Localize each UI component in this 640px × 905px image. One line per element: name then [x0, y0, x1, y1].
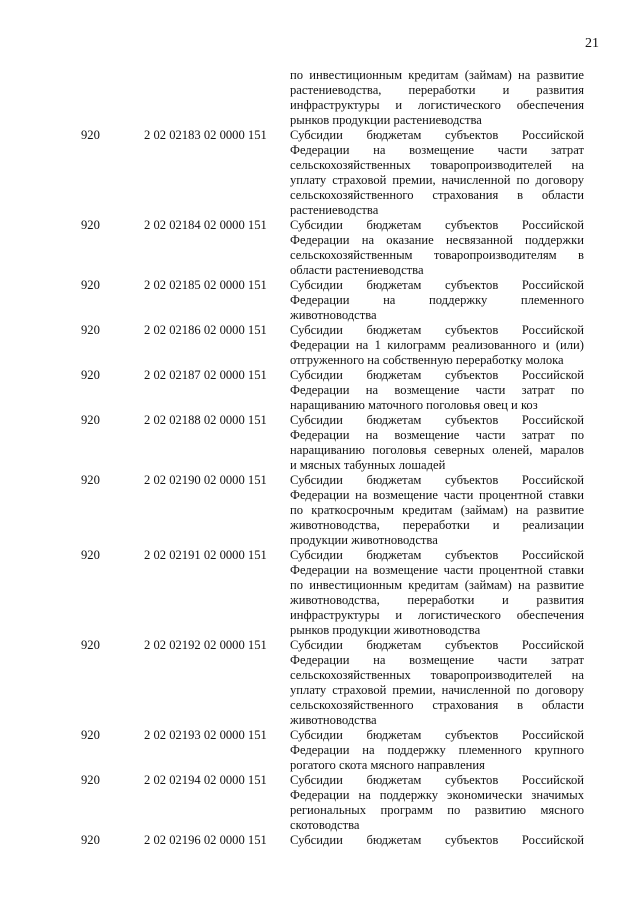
description-line: Субсидии бюджетам субъектов Российской: [290, 833, 584, 847]
budget-classification-code: 2 02 02190 02 0000 151: [144, 473, 267, 487]
description-line: и мясных табунных лошадей: [290, 458, 446, 472]
description-line: животноводства, переработки и развития: [290, 593, 584, 607]
description-line: сельскохозяйственных товаропроизводителей на: [290, 668, 584, 682]
description-line: Субсидии бюджетам субъектов Российской: [290, 368, 584, 382]
description-line: Субсидии бюджетам субъектов Российской: [290, 218, 584, 232]
page-number: 21: [585, 36, 599, 51]
description-line: Федерации на поддержку племенного крупного: [290, 743, 584, 757]
description-line: растениеводства: [290, 203, 379, 217]
description-line: Субсидии бюджетам субъектов Российской: [290, 548, 584, 562]
description-line: инфраструктуры и логистического обеспечения: [290, 98, 584, 112]
row-description: [290, 413, 584, 473]
admin-code: 920: [81, 833, 100, 847]
description-line: Федерации на возмещение части затрат: [290, 653, 584, 667]
description-line: животноводства: [290, 308, 377, 322]
admin-code: 920: [81, 473, 100, 487]
description-line: рынков продукции животноводства: [290, 623, 481, 637]
description-line: рынков продукции растениеводства: [290, 113, 482, 127]
description-line: Субсидии бюджетам субъектов Российской: [290, 278, 584, 292]
admin-code: 920: [81, 773, 100, 787]
budget-classification-code: 2 02 02193 02 0000 151: [144, 728, 267, 742]
description-line: животноводства, переработки и реализации: [290, 518, 584, 532]
row-description: [290, 68, 584, 128]
row-description: [290, 638, 584, 728]
budget-classification-code: 2 02 02185 02 0000 151: [144, 278, 267, 292]
admin-code: 920: [81, 278, 100, 292]
description-line: Федерации на поддержку племенного: [290, 293, 584, 307]
description-line: сельскохозяйственного страхования в области: [290, 188, 584, 202]
description-line: продукции животноводства: [290, 533, 438, 547]
description-line: Субсидии бюджетам субъектов Российской: [290, 128, 584, 142]
description-line: по инвестиционным кредитам (займам) на развитие: [290, 578, 584, 592]
row-description: [290, 368, 584, 413]
description-line: инфраструктуры и логистического обеспечения: [290, 608, 584, 622]
description-line: Федерации на возмещение части затрат: [290, 143, 584, 157]
description-line: Федерации на оказание несвязанной поддержки: [290, 233, 584, 247]
description-line: Федерации на возмещение части процентной ставки: [290, 563, 584, 577]
description-line: отгруженного на собственную переработку молока: [290, 353, 564, 367]
row-description: [290, 323, 584, 368]
row-description: [290, 773, 584, 833]
description-line: Федерации на возмещение части затрат по: [290, 383, 584, 397]
description-line: наращиванию маточного поголовья овец и коз: [290, 398, 538, 412]
row-description: [290, 833, 584, 848]
row-description: [290, 128, 584, 218]
description-line: сельскохозяйственного страхования в области: [290, 698, 584, 712]
description-line: области растениеводства: [290, 263, 424, 277]
description-line: Федерации на 1 килограмм реализованного и (или): [290, 338, 584, 352]
description-line: скотоводства: [290, 818, 360, 832]
description-line: сельскохозяйственным товаропроизводителям в: [290, 248, 584, 262]
admin-code: 920: [81, 323, 100, 337]
description-line: по инвестиционным кредитам (займам) на развитие: [290, 68, 584, 82]
description-line: по краткосрочным кредитам (займам) на развитие: [290, 503, 584, 517]
admin-code: 920: [81, 218, 100, 232]
description-line: уплату страховой премии, начисленной по договору: [290, 173, 584, 187]
admin-code: 920: [81, 638, 100, 652]
budget-classification-code: 2 02 02183 02 0000 151: [144, 128, 267, 142]
budget-classification-code: 2 02 02192 02 0000 151: [144, 638, 267, 652]
description-line: Субсидии бюджетам субъектов Российской: [290, 728, 584, 742]
admin-code: 920: [81, 548, 100, 562]
description-line: Федерации на возмещение части затрат по: [290, 428, 584, 442]
admin-code: 920: [81, 728, 100, 742]
admin-code: 920: [81, 128, 100, 142]
budget-classification-code: 2 02 02194 02 0000 151: [144, 773, 267, 787]
description-line: региональных программ по развитию мясного: [290, 803, 584, 817]
description-line: Субсидии бюджетам субъектов Российской: [290, 413, 584, 427]
budget-classification-code: 2 02 02196 02 0000 151: [144, 833, 267, 847]
admin-code: 920: [81, 368, 100, 382]
description-line: Субсидии бюджетам субъектов Российской: [290, 473, 584, 487]
description-line: рогатого скота мясного направления: [290, 758, 485, 772]
budget-classification-code: 2 02 02191 02 0000 151: [144, 548, 267, 562]
row-description: [290, 548, 584, 638]
description-line: животноводства: [290, 713, 377, 727]
description-line: Федерации на возмещение части процентной ставки: [290, 488, 584, 502]
description-line: сельскохозяйственных товаропроизводителей на: [290, 158, 584, 172]
admin-code: 920: [81, 413, 100, 427]
budget-classification-code: 2 02 02187 02 0000 151: [144, 368, 267, 382]
description-line: Субсидии бюджетам субъектов Российской: [290, 323, 584, 337]
description-line: Субсидии бюджетам субъектов Российской: [290, 638, 584, 652]
budget-classification-code: 2 02 02184 02 0000 151: [144, 218, 267, 232]
description-line: наращиванию поголовья северных оленей, маралов: [290, 443, 584, 457]
budget-classification-code: 2 02 02188 02 0000 151: [144, 413, 267, 427]
row-description: [290, 218, 584, 278]
description-line: растениеводства, переработки и развития: [290, 83, 584, 97]
row-description: [290, 278, 584, 323]
row-description: [290, 473, 584, 548]
description-line: Федерации на поддержку экономически значимых: [290, 788, 584, 802]
row-description: [290, 728, 584, 773]
description-line: Субсидии бюджетам субъектов Российской: [290, 773, 584, 787]
description-line: уплату страховой премии, начисленной по договору: [290, 683, 584, 697]
budget-classification-code: 2 02 02186 02 0000 151: [144, 323, 267, 337]
